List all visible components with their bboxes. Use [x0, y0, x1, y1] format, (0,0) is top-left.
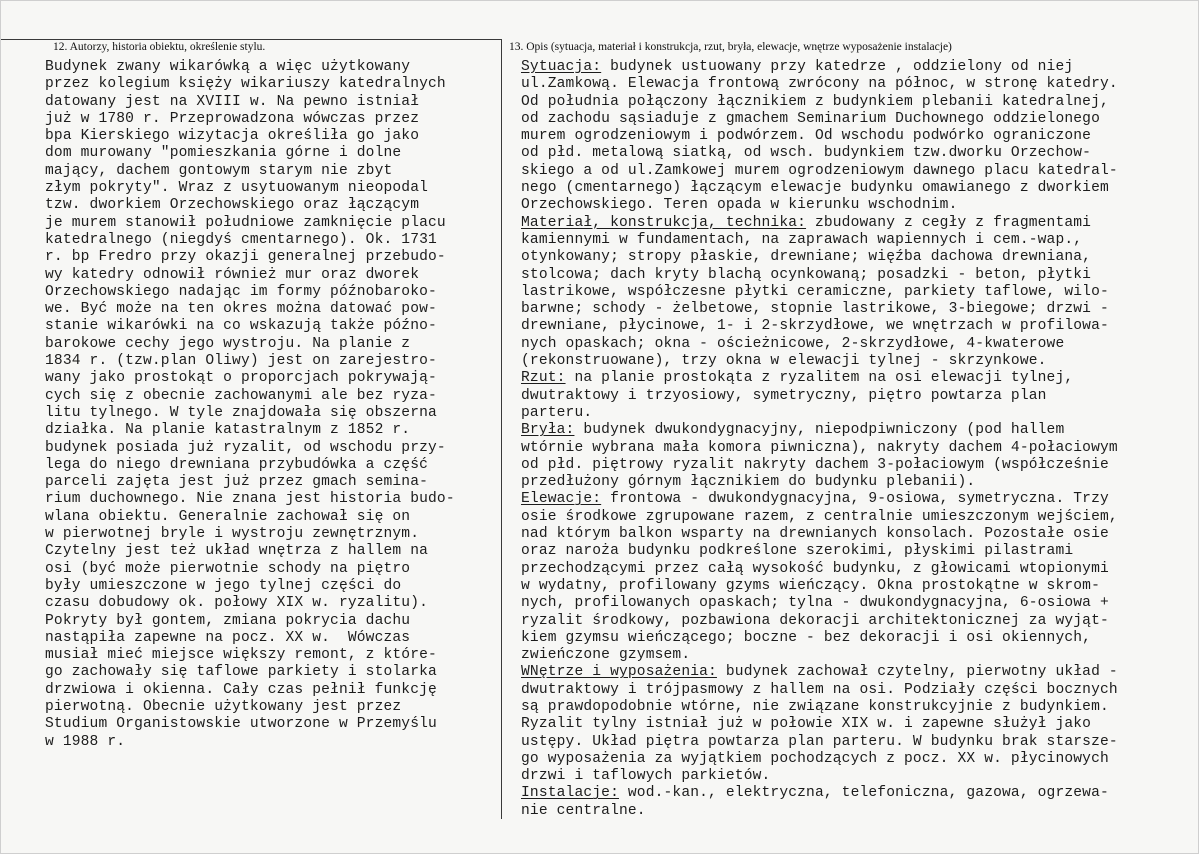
line-text: w wydatny, profilowany gzyms wieńczący. Okna prostokątne w skrom- — [521, 577, 1100, 594]
text-line: budynek posiada już ryzalit, od wschodu przy- — [45, 439, 446, 456]
text-line — [521, 215, 1199, 232]
section-12-header: 12. Autorzy, historia obiektu, określenie stylu. — [53, 41, 266, 53]
text-line: działka. Na planie katastralnym z 1852 r. — [45, 422, 411, 439]
text-line: musiał mieć miejsce większy remont, z które- — [45, 647, 437, 664]
text-line — [521, 578, 1199, 595]
text-line: osi (być może pierwotnie schody na piętro — [45, 560, 411, 577]
text-line — [521, 716, 1199, 733]
text-line — [521, 370, 1199, 387]
text-line: w 1988 r. — [45, 733, 126, 750]
line-text: parteru. — [521, 404, 593, 421]
text-line — [521, 197, 1199, 214]
text-line — [521, 491, 1199, 508]
line-text: go wyposażenia za wyjątkiem pochodzących z pocz. XX w. płycinowych — [521, 750, 1109, 767]
text-line: tzw. dworkiem Orzechowskiego oraz łączącym — [45, 197, 420, 214]
subsection-heading: Materiał, konstrukcja, technika: — [521, 214, 807, 231]
line-text: nych, profilowanych opaskach; tylna - dwukondygnacyjna, 6-osiowa + — [521, 595, 1109, 612]
line-text: osie środkowe zgrupowane razem, z centralnie umieszczonym wejściem, — [521, 508, 1118, 525]
line-text: budynek dwukondygnacyjny, niepodpiwniczony (pod hallem — [574, 422, 1065, 439]
line-text: dwutraktowy i trzyosiowy, symetryczny, piętro powtarza plan — [521, 387, 1047, 404]
line-text: Orzechowskiego. Teren opada w kierunku wschodnim. — [521, 197, 958, 214]
text-line: go zachowały się taflowe parkiety i stolarka — [45, 664, 437, 681]
text-line: datowany jest na XVIII w. Na pewno istniał — [45, 93, 420, 110]
line-text: drewniane, płycinowe, 1- i 2-skrzydłowe, we wnętrzach w profilowa- — [521, 318, 1109, 335]
text-line: we. Być może na ten okres można datować pow- — [45, 301, 437, 318]
text-line: pierwotną. Obecnie użytkowany jest przez — [45, 698, 402, 715]
text-line: drzwiowa i okienna. Cały czas pełnił funkcję — [45, 681, 437, 698]
section-13-header: 13. Opis (sytuacja, materiał i konstrukcja, rzut, bryła, elewacje, wnętrze wyposażenie instalacje) — [509, 41, 952, 53]
line-text: ustępy. Układ piętra powtarza plan parteru. W budynku brak starsze- — [521, 733, 1118, 750]
text-line — [521, 388, 1199, 405]
history-text — [45, 59, 500, 751]
text-line — [521, 180, 1199, 197]
text-line — [521, 405, 1199, 422]
line-text: ryzalit środkowy, pozbawiona dekoracji architektonicznej za wyjąt- — [521, 612, 1109, 629]
text-line: w pierwotnej bryle i wystroju zewnętrznym. — [45, 526, 420, 543]
subsection-heading: Rzut: — [521, 370, 566, 387]
text-line: mający, dachem gontowym starym nie zbyt — [45, 162, 393, 179]
text-line: je murem stanowił południowe zamknięcie placu — [45, 214, 446, 231]
text-line: Czytelny jest też układ wnętrza z hallem na — [45, 543, 429, 560]
column-divider — [501, 39, 502, 819]
text-line — [521, 768, 1199, 785]
text-line — [521, 94, 1199, 111]
text-line — [521, 267, 1199, 284]
line-text: ul.Zamkową. Elewacja frontową zwrócony na północ, w stronę katedry. — [521, 76, 1118, 93]
text-line: Budynek zwany wikarówką a więc użytkowany — [45, 59, 411, 75]
text-line: katedralnego (niegdyś cmentarnego). Ok. 1731 — [45, 231, 437, 248]
line-text: od płd. piętrowy ryzalit nakryty dachem 3-połaciowym (współcześnie — [521, 456, 1109, 473]
text-line — [521, 785, 1199, 802]
line-text: oraz naroża budynku podkreślone szerokimi, płyskimi pilastrami — [521, 543, 1074, 560]
text-line: wany jako prostokąt o proporcjach pokrywają- — [45, 370, 437, 387]
text-line: bpa Kierskiego wizytacja określiła go jako — [45, 128, 420, 145]
line-text: frontowa - dwukondygnacyjna, 9-osiowa, symetryczna. Trzy — [601, 491, 1109, 508]
line-text: barwne; schody - żelbetowe, stopnie lastrikowe, 3-biegowe; drzwi - — [521, 301, 1109, 318]
line-text: od zachodu sąsiaduje z gmachem Seminarium Duchownego oddzielonego — [521, 110, 1100, 127]
text-line — [521, 353, 1199, 370]
text-line — [521, 526, 1199, 543]
text-line: wlana obiektu. Generalnie zachował się on — [45, 508, 411, 525]
text-line: r. bp Fredro przy okazji generalnej przebudo- — [45, 249, 446, 266]
line-text: zwieńczone gzymsem. — [521, 647, 691, 664]
line-text: Od południa połączony łącznikiem z budynkiem plebanii katedralnej, — [521, 93, 1109, 110]
line-text: są prawdopodobnie wtórne, nie związane konstrukcyjnie z budynkiem. — [521, 698, 1109, 715]
text-line — [521, 163, 1199, 180]
text-line: barokowe cechy jego wystroju. Na planie z — [45, 335, 411, 352]
text-line — [521, 318, 1199, 335]
text-line — [521, 249, 1199, 266]
line-text: skiego a od ul.Zamkowej murem ogrodzeniowym dawnego placu katedral- — [521, 162, 1118, 179]
line-text: murem ogrodzeniowym i podwórzem. Od wschodu podwórko ograniczone — [521, 128, 1092, 145]
line-text: nych opaskach; okna - ościeżnicowe, 2-skrzydłowe, 4-kwaterowe — [521, 335, 1065, 352]
text-line: już w 1780 r. Przeprowadzona wówczas przez — [45, 110, 420, 127]
text-line: dom murowany "pomieszkania górne i dolne — [45, 145, 402, 162]
text-line — [521, 751, 1199, 768]
text-line: Orzechowskiego nadając im formy późnobaroko- — [45, 283, 437, 300]
text-line — [521, 630, 1199, 647]
text-line — [521, 613, 1199, 630]
line-text: zbudowany z cegły z fragmentami — [806, 214, 1092, 231]
subsection-heading: Sytuacja: — [521, 59, 602, 75]
line-text: drzwi i taflowych parkietów. — [521, 768, 771, 785]
text-line: litu tylnego. W tyle znajdowała się obszerna — [45, 404, 437, 421]
text-line — [521, 699, 1199, 716]
text-line — [521, 734, 1199, 751]
text-line — [521, 803, 1199, 820]
line-text: wtórnie wybrana mała komora piwniczna), nakryty dachem 4-połaciowym — [521, 439, 1118, 456]
text-line — [521, 595, 1199, 612]
line-text: przechodzącymi przez całą wysokość budynku, z głowicami wtopionymi — [521, 560, 1109, 577]
text-line: były umieszczone w jego tylnej części do — [45, 577, 402, 594]
text-line — [521, 59, 1199, 76]
text-line — [521, 128, 1199, 145]
line-text: lastrikowe, współczesne płytki ceramiczne, parkiety taflowe, wilo- — [521, 283, 1109, 300]
text-line: parceli zajęta jest już przez gmach semina- — [45, 474, 429, 491]
line-text: kiem gzymsu wieńczącego; boczne - bez dekoracji i osi okiennych, — [521, 629, 1092, 646]
line-text: otynkowany; stropy płaskie, drewniane; więźba dachowa drewniana, — [521, 249, 1092, 266]
line-text: budynek zachował czytelny, pierwotny układ - — [716, 664, 1118, 681]
text-line — [521, 301, 1199, 318]
text-line: wy katedry odnowił również mur oraz dworek — [45, 266, 420, 283]
line-text: stolcowa; dach kryty blachą ocynkowaną; posadzki - beton, płytki — [521, 266, 1092, 283]
line-text: budynek ustuowany przy katedrze , oddzielony od niej — [601, 59, 1074, 75]
text-line — [521, 543, 1199, 560]
description-text — [521, 59, 1199, 820]
text-line: Pokryty był gontem, zmiana pokrycia dachu — [45, 612, 411, 629]
text-line — [521, 232, 1199, 249]
text-line: złym pokryty". Wraz z usytuowanym nieopodal — [45, 180, 429, 197]
line-text: nego (cmentarnego) łączącym elewacje budynku omawianego z dworkiem — [521, 180, 1109, 197]
subsection-heading: Elewacje: — [521, 491, 602, 508]
text-line: stanie wikarówki na co wskazują także późno- — [45, 318, 437, 335]
line-text: (rekonstruowane), trzy okna w elewacji tylnej - skrzynkowe. — [521, 353, 1047, 370]
top-rule — [1, 39, 501, 40]
text-line — [521, 509, 1199, 526]
text-line — [521, 76, 1199, 93]
subsection-heading: Instalacje: — [521, 785, 619, 802]
line-text: Ryzalit tylny istniał już w połowie XIX w. i zapewne służył jako — [521, 716, 1092, 733]
line-text: wod.-kan., elektryczna, telefoniczna, gazowa, ogrzewa- — [618, 785, 1109, 802]
line-text: przedłużony górnym łącznikiem do budynku plebanii). — [521, 474, 976, 491]
subsection-heading: WNętrze i wyposażenia: — [521, 664, 717, 681]
text-line: przez kolegium księży wikariuszy katedralnych — [45, 76, 446, 93]
line-text: nie centralne. — [521, 802, 646, 819]
text-line: 1834 r. (tzw.plan Oliwy) jest on zarejestro- — [45, 353, 437, 370]
line-text: nad którym balkon wsparty na drewnianych konsolach. Pozostałe osie — [521, 526, 1109, 543]
text-line — [521, 336, 1199, 353]
line-text: dwutraktowy i trójpasmowy z hallem na osi. Podziały części bocznych — [521, 681, 1118, 698]
text-line — [521, 561, 1199, 578]
text-line — [521, 457, 1199, 474]
text-line — [521, 284, 1199, 301]
line-text: kamiennymi w fundamentach, na zaprawach wapiennych i cem.-wap., — [521, 231, 1083, 248]
text-line — [521, 145, 1199, 162]
line-text: na planie prostokąta z ryzalitem na osi elewacji tylnej, — [565, 370, 1074, 387]
text-line: lega do niego drewniana przybudówka a część — [45, 456, 429, 473]
text-line — [521, 682, 1199, 699]
text-line: rium duchownego. Nie znana jest historia budo- — [45, 491, 455, 508]
text-line — [521, 474, 1199, 491]
text-line — [521, 647, 1199, 664]
text-line — [521, 664, 1199, 681]
text-line — [521, 422, 1199, 439]
text-line: cych się z obecnie zachowanymi ale bez ryza- — [45, 387, 437, 404]
text-line — [521, 440, 1199, 457]
text-line: czasu dobudowy ok. połowy XIX w. ryzalitu). — [45, 595, 429, 612]
subsection-heading: Bryła: — [521, 422, 575, 439]
line-text: od płd. metalową siatką, od wsch. budynkiem tzw.dworku Orzechow- — [521, 145, 1092, 162]
text-line: nastąpiła zapewne na pocz. XX w. Wówczas — [45, 629, 411, 646]
text-line — [521, 111, 1199, 128]
text-line: Studium Organistowskie utworzone w Przemyślu — [45, 716, 437, 733]
